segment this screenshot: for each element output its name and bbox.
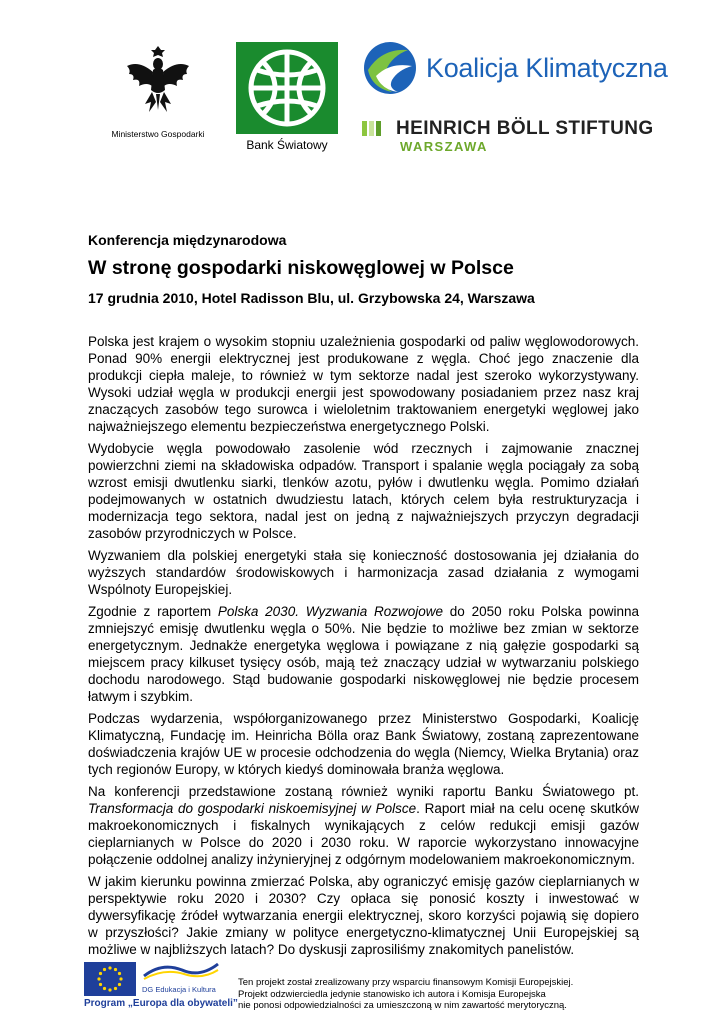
paragraph-6-text-a: Na konferencji przedstawione zostaną również wyniki raportu Banku Światowego pt. <box>88 784 639 799</box>
dg-education-culture-logo <box>142 960 222 994</box>
dg-wave-icon <box>142 960 220 980</box>
paragraph-7: W jakim kierunku powinna zmierzać Polska, aby ograniczyć emisję gazów cieplarnianych w perspektywie roku 2020 i 2030? Czy opłaca się ponosić koszty i inwestować w dywersyfikację źródeł wytwarzania energii elektrycznej, skoro korzyści pojawią się dopiero w przyszłości? Jakie zmiany w polityce energetyczno-klimatycznej Unii Europejskiej są możliwe w najbliższych latach? Do dyskusji zaprosiliśmy znakomitych panelistów. <box>88 874 639 957</box>
koalicja-klimatyczna-logo <box>362 38 668 98</box>
paragraph-4-text-b: do 2050 roku Polska powinna zmniejszyć emisję dwutlenku węgla o 50%. Nie będzie to możliwe bez zmian w sektorze energetycznym. Jednakże energetyka węglowa i powiązane z nią gałęzie gospodarki są miejscem pracy kilkuset tysięcy osób, mają też znaczący udział w wytwarzaniu polskiego dochodu narodowego. Stąd budowanie gospodarki niskowęglowej nie będzie procesem łatwym i szybkim. <box>88 604 639 704</box>
ministry-label: Ministerstwo Gospodarki <box>111 129 205 139</box>
document-body <box>88 333 639 963</box>
boell-stripes-icon <box>362 121 381 136</box>
paragraph-3: Wyzwaniem dla polskiej energetyki stała się konieczność dostosowania jej działania do wyższych standardów środowiskowych i harmonizacja zasad działania z wymogami Wspólnoty Europejskiej. <box>88 548 639 597</box>
document-title: W stronę gospodarki niskowęglowej w Polsce <box>88 257 514 279</box>
koalicja-label: Koalicja Klimatyczna <box>426 52 668 83</box>
program-label: Program „Europa dla obywateli” <box>84 998 238 1009</box>
paragraph-4-text-a: Zgodnie z raportem <box>88 604 218 619</box>
disclaimer-line-2: Projekt odzwierciedla jedynie stanowisko ich autora i Komisja Europejska <box>238 988 546 1000</box>
world-bank-logo <box>236 42 338 158</box>
boell-city: WARSZAWA <box>400 139 488 154</box>
boell-name: HEINRICH BÖLL STIFTUNG <box>396 118 654 139</box>
paragraph-2: Wydobycie węgla powodowało zasolenie wód rzecznych i zajmowanie znacznej powierzchni ziemi na składowiska odpadów. Transport i spalanie węgla pociągały za sobą wzrost emisji dwutlenku siarki, tlenków azotu, pyłów i dwutlenku węgla. Pomimo działań podejmowanych w ostatnich dwudziestu latach, których celem była restrukturyzacja i modernizacja tego sektora, nadal jest on jedną z najważniejszych przyczyn degradacji zasobów przyrodniczych w Polsce. <box>88 441 639 541</box>
paragraph-5: Podczas wydarzenia, współorganizowanego przez Ministerstwo Gospodarki, Koalicję Klimatyczną, Fundację im. Heinricha Bölla oraz Bank Światowy, zostaną zaprezentowane doświadczenia krajów UE w procesie odchodzenia do węgla (Niemcy, Wielka Brytania) oraz tych regionów Europy, w których kiedyś dominowała branża węglowa. <box>88 711 639 777</box>
globe-icon <box>245 46 329 130</box>
disclaimer-line-3: nie ponosi odpowiedzialności za umieszczoną w nim zawartość merytoryczną. <box>238 1000 567 1011</box>
world-bank-label: Bank Światowy <box>246 138 328 152</box>
heinrich-boell-logo <box>362 118 654 154</box>
paragraph-6-text-b: . Raport miał na celu ocenę skutków makroekonomicznych i fiskalnych wynikających z celów redukcji emisji gazów cieplarnianych w Polsce do 2020 i 2030 roku. W raporcie wykorzystano innowacyjne połączenie oddolnej analizy inżynieryjnej z odgórnym modelowaniem makroekonomicznym. <box>88 801 639 867</box>
ministry-of-economy-logo <box>98 40 218 139</box>
world-bank-globe-box <box>236 42 338 134</box>
report-title-transformacja: Transformacja do gospodarki niskoemisyjnej w Polsce <box>88 801 417 816</box>
disclaimer-line-1: Ten projekt został zrealizowany przy wsparciu finansowym Komisji Europejskiej. <box>238 977 574 988</box>
event-dateline: 17 grudnia 2010, Hotel Radisson Blu, ul. Grzybowska 24, Warszawa <box>88 290 535 306</box>
document-eyebrow: Konferencja międzynarodowa <box>88 232 287 248</box>
white-eagle-emblem-icon <box>123 40 193 118</box>
report-title-polska-2030: Polska 2030. Wyzwania Rozwojowe <box>217 604 444 619</box>
eu-disclaimer <box>238 977 573 1012</box>
dg-label: DG Edukacja i Kultura <box>142 985 216 994</box>
koalicja-globe-swirl-icon <box>362 40 418 96</box>
paragraph-1: Polska jest krajem o wysokim stopniu uzależnienia gospodarki od paliw węglowodorowych. Ponad 90% energii elektrycznej jest produkowane z węgla. Choć jego znaczenie dla produkcji ciepła maleje, to również w tym sektorze nadal jest szeroko wykorzystywany. Wysoki udział węgla w produkcji energii jest spowodowany posiadaniem przez nasz kraj znaczących zasobów tego surowca i wieloletnim traktowaniem energetyki węglowej jako najważniejszego elementu bezpieczeństwa energetycznego Polski. <box>88 334 639 434</box>
paragraph-6 <box>88 783 639 868</box>
paragraph-4 <box>88 603 639 705</box>
eu-flag-icon <box>84 962 136 996</box>
